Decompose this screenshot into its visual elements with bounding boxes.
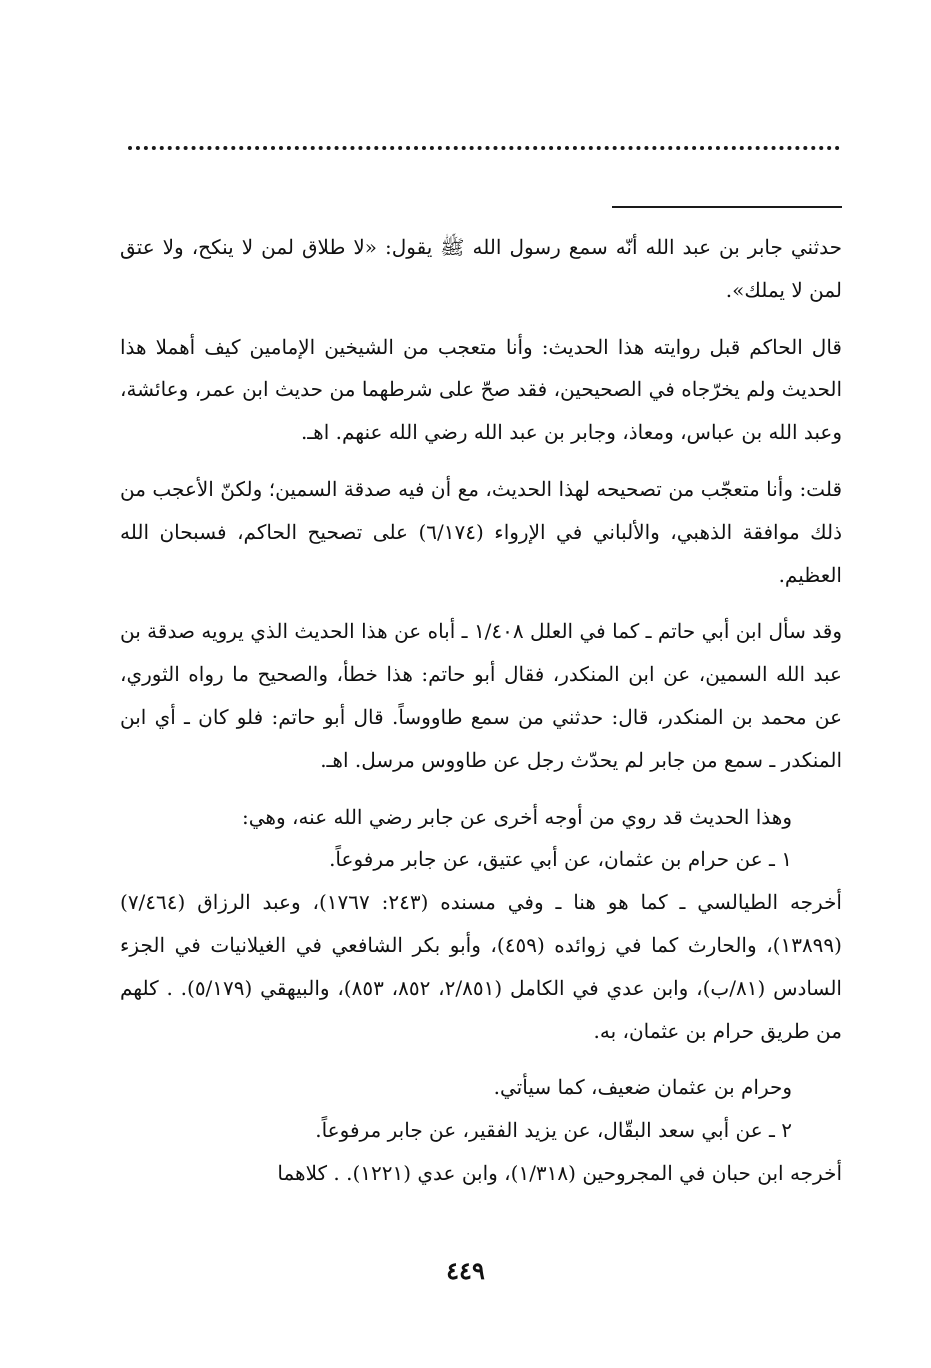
paragraph-takhrij-1: أخرجه الطيالسي ـ كما هو هنا ـ وفي مسنده (٢٤٣: ١٧٦٧)، وعبد الرزاق (٧/٤٦٤) (١٣٨٩٩)، والحارث كما في زوائده (٤٥٩)، وأبو بكر الشافعي في الغيلانيات في الجزء السادس (٨١/ب)، وابن عدي في الكامل (٢/٨٥١، ٨٥٢، ٨٥٣)، والبيهقي (٥/١٧٩). . كلهم من طريق حرام بن عثمان، به. xyxy=(120,890,842,1043)
paragraph-author-comment: قلت: وأنا متعجّب من تصحيحه لهذا الحديث، مع أن فيه صدقة السمين؛ ولكنّ الأعجب من ذلك موافقة الذهبي، والألباني في الإرواء (٦/١٧٤) على تصحيح الحاكم، فسبحان الله العظيم. xyxy=(120,476,842,587)
route-item-1: ١ ـ عن حرام بن عثمان، عن أبي عتيق، عن جابر مرفوعاً. xyxy=(329,847,792,872)
paragraph-hadith-text: حدثني جابر بن عبد الله أنّه سمع رسول الله ﷺ يقول: «لا طلاق لمن لا ينكح، ولا عتق لمن لا يملك». xyxy=(120,235,842,302)
dotted-divider xyxy=(128,146,840,150)
page-number: ٤٤٩ xyxy=(446,1256,485,1285)
route-item-2: ٢ ـ عن أبي سعد البقّال، عن يزيد الفقير، عن جابر مرفوعاً. xyxy=(315,1118,792,1143)
page-body xyxy=(120,226,842,1209)
paragraph-other-routes: وهذا الحديث قد روي من أوجه أخرى عن جابر رضي الله عنه، وهي: xyxy=(242,804,792,829)
paragraph-takhrij-2: أخرجه ابن حبان في المجروحين (١/٣١٨)، وابن عدي (١٢٢١). . كلاهما xyxy=(277,1160,842,1185)
paragraph-hakim-comment: قال الحاكم قبل روايته هذا الحديث: وأنا متعجب من الشيخين الإمامين كيف أهملا هذا الحديث ولم يخرّجاه في الصحيحين، فقد صحّ على شرطهما من حديث ابن عمر، وعائشة، وعبد الله بن عباس، ومعاذ، وجابر بن عبد الله رضي الله عنهم. اهـ. xyxy=(120,334,842,445)
footnote-separator xyxy=(612,206,842,208)
paragraph-haram-weak: وحرام بن عثمان ضعيف، كما سيأتي. xyxy=(493,1075,792,1100)
paragraph-abi-hatim: وقد سأل ابن أبي حاتم ـ كما في العلل ١/٤٠٨ ـ أباه عن هذا الحديث الذي يرويه صدقة بن عبد الله السمين، عن ابن المنكدر، فقال أبو حاتم: هذا خطأ، والصحيح ما رواه الثوري، عن محمد بن المنكدر، قال: حدثني من سمع طاووساً. قال أبو حاتم: فلو كان ـ أي ابن المنكدر ـ سمع من جابر لم يحدّث رجل عن طاووس مرسل. اهـ. xyxy=(120,619,843,772)
